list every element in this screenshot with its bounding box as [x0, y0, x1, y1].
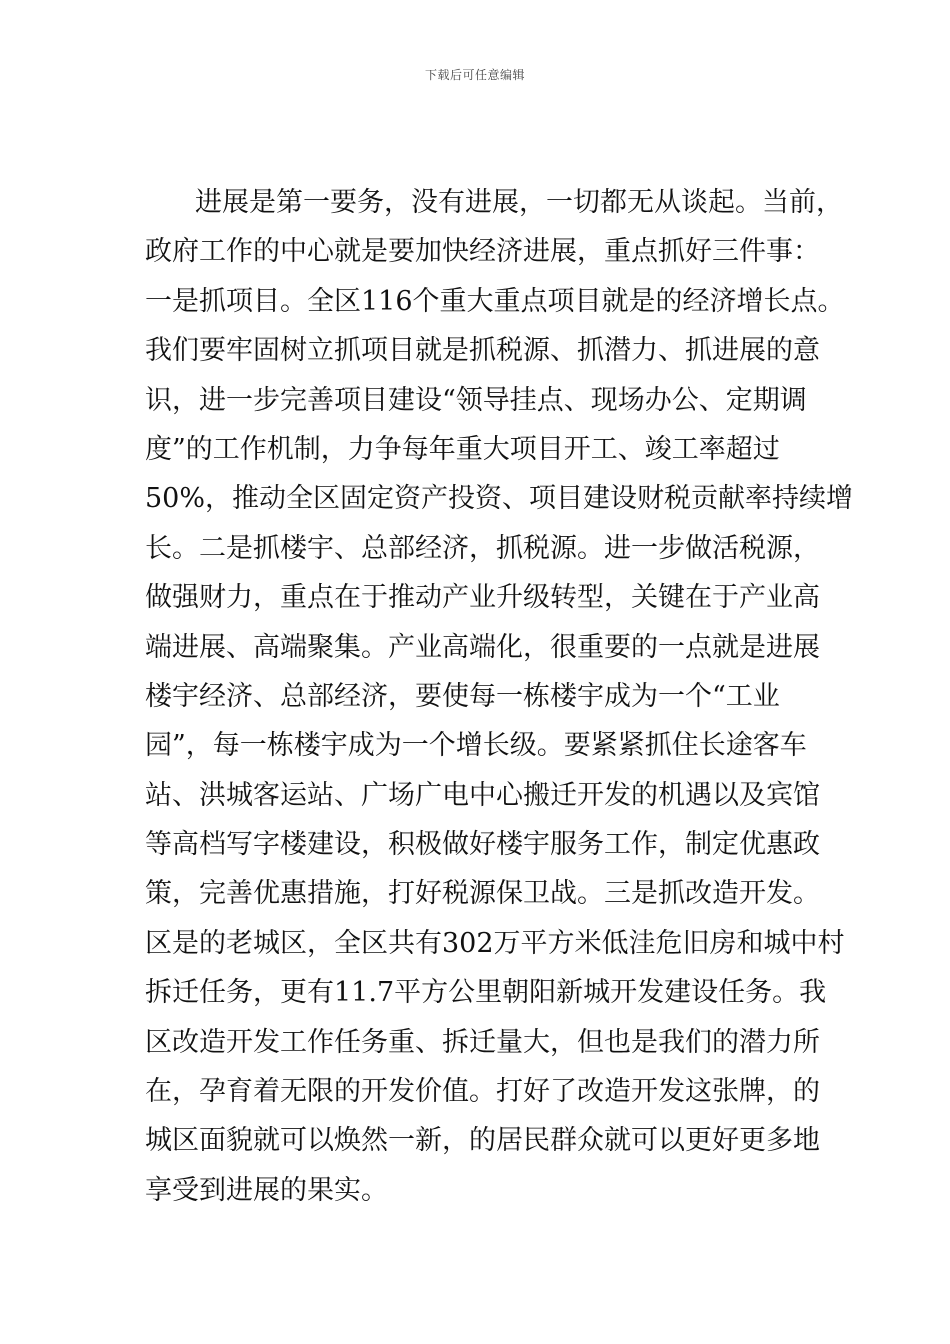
paragraph-line: 城区面貌就可以焕然一新，的居民群众就可以更好更多地 [145, 1125, 820, 1157]
paragraph-line: 区是的老城区，全区共有302万平方米低洼危旧房和城中村 [145, 927, 845, 959]
paragraph-line: 50%，推动全区固定资产投资、项目建设财税贡献率持续增 [145, 483, 854, 515]
body-paragraph [145, 178, 854, 1215]
page-header: 下载后可任意编辑 [424, 68, 525, 82]
paragraph-line: 我们要牢固树立抓项目就是抓税源、抓潜力、抓进展的意 [145, 335, 820, 367]
paragraph-line: 策，完善优惠措施，打好税源保卫战。三是抓改造开发。 [145, 878, 820, 910]
paragraph-line: 区改造开发工作任务重、拆迁量大，但也是我们的潜力所 [145, 1026, 820, 1058]
paragraph-line: 度”的工作机制，力争每年重大项目开工、竣工率超过 [145, 433, 780, 465]
paragraph-line: 站、洪城客运站、广场广电中心搬迁开发的机遇以及宾馆 [145, 779, 820, 811]
paragraph-line: 等高档写字楼建设，积极做好楼宇服务工作，制定优惠政 [145, 829, 820, 861]
paragraph-line: 端进展、高端聚集。产业高端化，很重要的一点就是进展 [145, 631, 820, 663]
paragraph-line: 识，进一步完善项目建设“领导挂点、现场办公、定期调 [145, 384, 807, 416]
paragraph-line: 一是抓项目。全区116个重大重点项目就是的经济增长点。 [145, 285, 845, 317]
paragraph-line: 享受到进展的果实。 [145, 1174, 388, 1206]
paragraph-line: 做强财力，重点在于推动产业升级转型，关键在于产业高 [145, 582, 820, 614]
paragraph-line: 政府工作的中心就是要加快经济进展，重点抓好三件事： [145, 236, 820, 268]
paragraph-line: 园”，每一栋楼宇成为一个增长级。要紧紧抓住长途客车 [145, 730, 807, 762]
paragraph-line: 进展是第一要务，没有进展，一切都无从谈起。当前， [195, 187, 843, 218]
paragraph-line: 楼宇经济、总部经济，要使每一栋楼宇成为一个“工业 [145, 680, 780, 712]
paragraph-line: 长。二是抓楼宇、总部经济，抓税源。进一步做活税源， [145, 532, 820, 564]
paragraph-line: 在，孕育着无限的开发价值。打好了改造开发这张牌，的 [145, 1076, 820, 1108]
paragraph-line: 拆迁任务，更有11.7平方公里朝阳新城开发建设任务。我 [145, 977, 827, 1009]
